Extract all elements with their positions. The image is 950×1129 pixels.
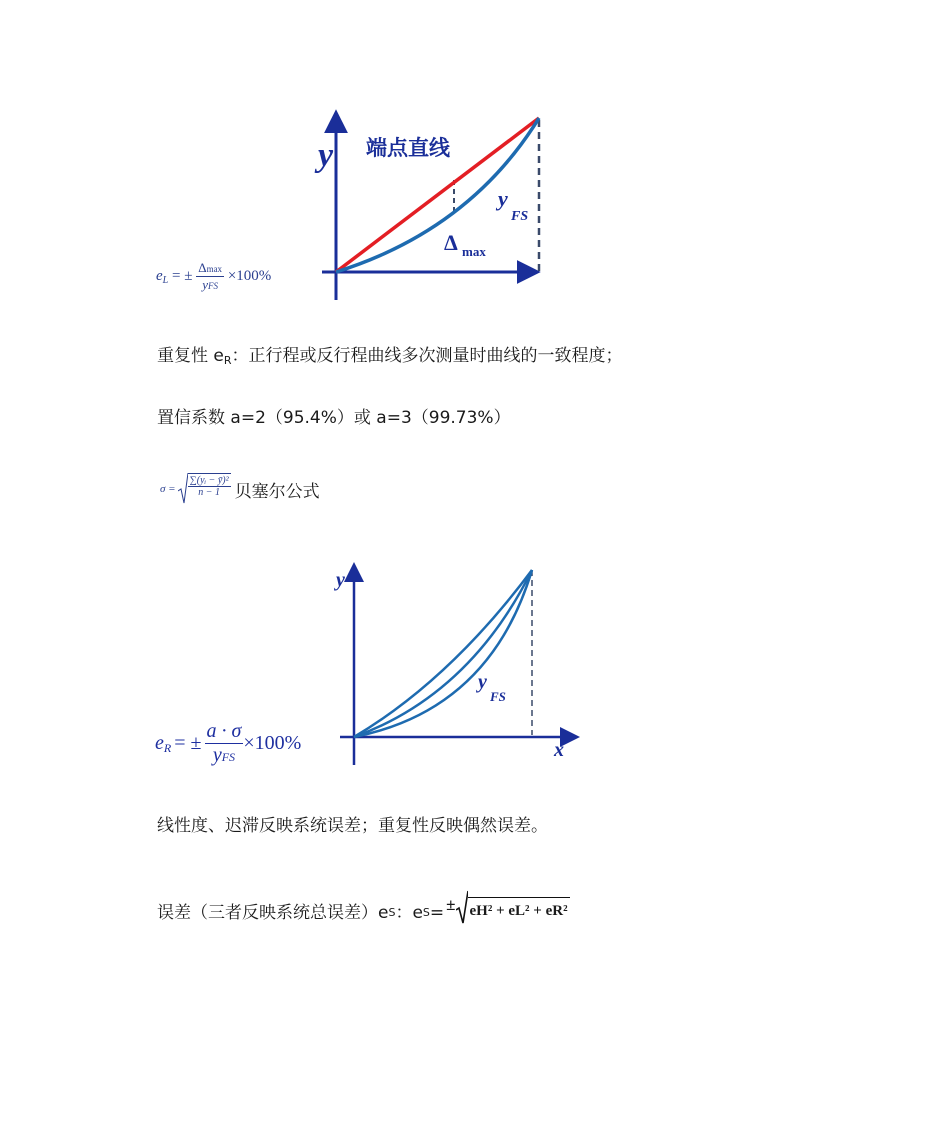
bessel-num: ∑(yᵢ − ȳ)² [189,475,229,486]
sqrt-icon-2 [456,890,468,924]
frac-den: y [202,277,209,292]
formula-e-sub: L [162,274,169,286]
sqrt-icon [178,473,188,505]
summary-paragraph: 线性度、迟滞反映系统误差；重复性反映偶然误差。 [157,816,548,836]
y-axis-label: y [318,137,334,174]
curve-middle [354,570,532,737]
bessel-sigma: σ = [160,483,176,495]
bessel-den: n − 1 [198,487,220,498]
total-error-mid: ：e [395,903,423,923]
total-error-sub1: S [388,906,396,919]
endpoint-line-label: 端点直线 [366,136,450,160]
formula-e: e [156,267,163,284]
total-error-pm: ± [446,895,456,914]
frac-num: Δ [198,260,207,275]
repeat-den: y [212,744,222,766]
yfs-label-sub-2: FS [490,689,506,704]
curve-lower [354,570,532,737]
confidence-paragraph: 置信系数 a=2（95.4%）或 a=3（99.73%） [157,408,511,428]
frac-den-sub: FS [208,281,219,291]
linearity-formula [156,260,271,293]
delta-max-sub: max [462,244,486,259]
formula-eq: = ± [171,267,193,284]
repeatability-suffix: ：正行程或反行程曲线多次测量时曲线的一致程度； [231,346,623,366]
repeatability-prefix: 重复性 e [157,346,224,366]
bessel-formula [160,473,320,505]
bessel-label: 贝塞尔公式 [234,481,320,502]
total-error-formula [446,890,569,924]
yfs-label-main-2: y [478,671,487,693]
repeatability-sub: R [223,354,232,367]
formula-fraction [196,260,224,293]
yfs-label-main: y [498,186,508,211]
total-error-paragraph [157,890,570,924]
repeat-formula [155,720,301,767]
repeat-num: a · σ [206,720,242,742]
repeat-e-sub: R [163,741,172,755]
repeat-e: e [155,732,164,754]
bessel-radical [178,473,231,505]
total-error-radicand: eH² + eL² + eR² [468,897,570,924]
repeat-tail: ×100% [243,732,302,754]
frac-num-sub: max [206,264,223,274]
repeat-eq: = ± [174,732,202,754]
y-axis-label-2: y [336,569,345,591]
repeatability-paragraph [157,345,623,372]
repeat-den-sub: FS [221,750,236,764]
total-error-prefix: 误差（三者反映系统总误差）e [157,903,389,923]
yfs-label-sub: FS [511,209,529,224]
total-error-sub2: S [422,906,430,919]
endpoint-line-figure [300,100,560,305]
total-error-eq: = [429,903,445,923]
curve-upper [354,570,532,737]
x-axis-label-2: x [554,739,564,761]
formula-tail: ×100% [227,267,272,284]
repeat-fraction [205,720,244,767]
hysteresis-figure [330,560,590,770]
delta-max-main: Δ [444,230,458,255]
